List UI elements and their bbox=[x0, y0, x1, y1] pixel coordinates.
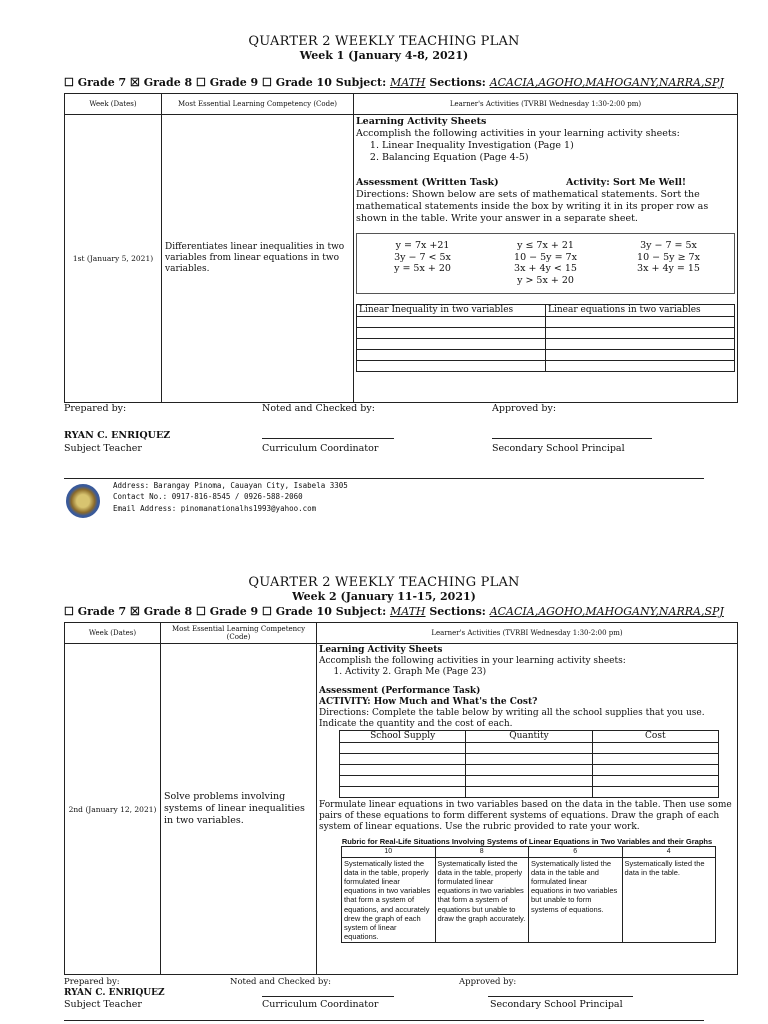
rubric-desc: Systematically listed the data in the table, properly formulated linear equations in two variables that form a system of equations, and accurately drew the graph of each system of linear equations. bbox=[342, 857, 436, 942]
statement: y > 5x + 20 bbox=[517, 274, 574, 286]
week-date-cell: 1st (January 5, 2021) bbox=[65, 115, 162, 403]
week1-title: QUARTER 2 WEEKLY TEACHING PLAN bbox=[248, 34, 520, 49]
teacher-role: Subject Teacher bbox=[64, 999, 142, 1010]
week2-title: QUARTER 2 WEEKLY TEACHING PLAN bbox=[248, 575, 520, 590]
subject-value: MATH bbox=[389, 605, 426, 618]
school-seal bbox=[66, 484, 100, 518]
directions-text: Directions: Complete the table below by writing all the school supplies that you use. Indicate the quantity and the cost of each. bbox=[319, 707, 705, 729]
teacher-name: RYAN C. ENRIQUEZ bbox=[64, 988, 165, 998]
directions-text: Directions: Shown below are sets of mathematical statements. Sort the mathematical statements inside the box by writing it in its proper row as shown in the table. Write your answer in a separate sheet. bbox=[356, 188, 709, 225]
quantity-cell[interactable] bbox=[466, 775, 592, 786]
sort-cell[interactable] bbox=[546, 361, 735, 372]
school-address: Address: Barangay Pinoma, Cauayan City, Isabela 3305 bbox=[113, 481, 348, 490]
las-intro: Accomplish the following activities in your learning activity sheets: bbox=[356, 128, 680, 140]
activities-cell bbox=[317, 644, 738, 975]
quantity-cell[interactable] bbox=[466, 753, 592, 764]
quantity-cell[interactable] bbox=[466, 786, 592, 797]
supply-cell[interactable] bbox=[340, 742, 466, 753]
las-list bbox=[345, 667, 735, 678]
formulate-text: Formulate linear equations in two variables based on the data in the table. Then use some pairs of these equations to form different systems of equations. Draw the graph of each system of linear equations. Use the rubric provided to rate your work. bbox=[319, 799, 732, 832]
statement: 10 − 5y = 7x bbox=[514, 251, 577, 263]
cost-cell[interactable] bbox=[592, 753, 718, 764]
rubric-title: Rubric for Real-Life Situations Involving Systems of Linear Equations in Two Variables and their Graphs bbox=[341, 836, 713, 846]
sort-cell[interactable] bbox=[357, 328, 546, 339]
sort-cell[interactable] bbox=[357, 339, 546, 350]
rubric-desc: Systematically listed the data in the table. bbox=[622, 857, 716, 942]
week2-grade-line bbox=[64, 605, 724, 618]
noted-label: Noted and Checked by: bbox=[262, 403, 375, 414]
quantity-header: Quantity bbox=[466, 730, 592, 742]
supply-table bbox=[339, 730, 719, 798]
statement: 3y − 7 = 5x bbox=[640, 240, 697, 252]
school-email: Email Address: pinomanationalhs1993@yahoo.com bbox=[113, 503, 317, 513]
week2-subtitle: Week 2 (January 11-15, 2021) bbox=[292, 590, 476, 603]
supply-cell[interactable] bbox=[340, 753, 466, 764]
sort-cell[interactable] bbox=[357, 350, 546, 361]
las-list bbox=[382, 140, 735, 164]
sort-cell[interactable] bbox=[546, 339, 735, 350]
las-title: Learning Activity Sheets bbox=[319, 645, 443, 655]
principal-role: Secondary School Principal bbox=[490, 999, 623, 1010]
grade-checkboxes: ☐ Grade 7 ☒ Grade 8 ☐ Grade 9 ☐ Grade 10 Subject: bbox=[64, 605, 390, 618]
statement: y = 7x +21 bbox=[395, 240, 450, 252]
cost-header: Cost bbox=[592, 730, 718, 742]
grade-checkboxes: ☐ Grade 7 ☒ Grade 8 ☐ Grade 9 ☐ Grade 10 Subject: bbox=[64, 76, 390, 89]
statement: y ≤ 7x + 21 bbox=[517, 240, 574, 252]
rubric-score: 6 bbox=[529, 846, 623, 857]
cost-cell[interactable] bbox=[592, 775, 718, 786]
cost-cell[interactable] bbox=[592, 764, 718, 775]
sort-cell[interactable] bbox=[546, 317, 735, 328]
activity-label: ACTIVITY: How Much and What's the Cost? bbox=[319, 696, 538, 707]
statement: 10 − 5y ≥ 7x bbox=[637, 251, 700, 263]
week1-subtitle: Week 1 (January 4-8, 2021) bbox=[299, 49, 469, 62]
supply-cell[interactable] bbox=[340, 786, 466, 797]
activity-label: Activity: Sort Me Well! bbox=[566, 176, 687, 188]
signature-line bbox=[488, 996, 633, 997]
sections-value: ACACIA,AGOHO,MAHOGANY,NARRA,SPJ bbox=[489, 76, 724, 89]
activities-cell bbox=[354, 115, 738, 403]
rubric-score: 4 bbox=[622, 846, 716, 857]
sections-value: ACACIA,AGOHO,MAHOGANY,NARRA,SPJ bbox=[489, 605, 724, 618]
las-item: 2. Balancing Equation (Page 4-5) bbox=[382, 152, 735, 164]
signature-line bbox=[492, 438, 652, 439]
rubric-score: 10 bbox=[342, 846, 436, 857]
rubric-desc: Systematically listed the data in the table, properly formulated linear equations in two variables that form a system of equations but unable to draw the graph accurately. bbox=[435, 857, 529, 942]
las-item: 1. Linear Inequality Investigation (Page 1) bbox=[382, 140, 735, 152]
footer-divider bbox=[64, 1020, 704, 1021]
rubric-score: 8 bbox=[435, 846, 529, 857]
supply-cell[interactable] bbox=[340, 764, 466, 775]
sections-label: Sections: bbox=[425, 605, 490, 618]
supply-cell[interactable] bbox=[340, 775, 466, 786]
rubric-desc: Systematically listed the data in the table and formulated linear equations in two variables but unable to form systems of equations. bbox=[529, 857, 623, 942]
coordinator-role: Curriculum Coordinator bbox=[262, 443, 379, 454]
sort-cell[interactable] bbox=[357, 317, 546, 328]
header-competency: Most Essential Learning Competency (Code) bbox=[162, 94, 354, 115]
approved-label: Approved by: bbox=[459, 977, 517, 987]
competency-cell: Solve problems involving systems of linear inequalities in two variables. bbox=[161, 644, 317, 975]
noted-label: Noted and Checked by: bbox=[230, 977, 332, 987]
header-activities: Learner's Activities (TVRBI Wednesday 1:30-2:00 pm) bbox=[317, 623, 738, 644]
statement: 3x + 4y < 15 bbox=[514, 263, 577, 275]
header-week-dates: Week (Dates) bbox=[65, 623, 161, 644]
statement: y = 5x + 20 bbox=[394, 263, 451, 275]
sort-cell[interactable] bbox=[546, 350, 735, 361]
sort-table bbox=[356, 304, 735, 373]
las-intro: Accomplish the following activities in your learning activity sheets: bbox=[319, 655, 626, 666]
signature-line bbox=[262, 996, 394, 997]
coordinator-role: Curriculum Coordinator bbox=[262, 999, 379, 1010]
prepared-label: Prepared by: bbox=[64, 977, 120, 987]
week2-plan-table bbox=[64, 622, 738, 975]
statement: 3x + 4y = 15 bbox=[637, 263, 700, 275]
statement bbox=[361, 275, 484, 287]
quantity-cell[interactable] bbox=[466, 742, 592, 753]
subject-value: MATH bbox=[389, 76, 426, 89]
rubric-table bbox=[341, 846, 716, 943]
quantity-cell[interactable] bbox=[466, 764, 592, 775]
school-contact-block bbox=[113, 480, 348, 514]
assessment-label: Assessment (Performance Task) bbox=[319, 685, 481, 696]
week1-grade-line bbox=[64, 76, 724, 89]
supply-header: School Supply bbox=[340, 730, 466, 742]
sort-cell[interactable] bbox=[357, 361, 546, 372]
statement bbox=[607, 275, 730, 287]
teacher-name: RYAN C. ENRIQUEZ bbox=[64, 430, 171, 441]
statements-box bbox=[356, 233, 735, 293]
header-activities: Learner's Activities (TVRBI Wednesday 1:30-2:00 pm) bbox=[354, 94, 738, 115]
las-item: 1. Activity 2. Graph Me (Page 23) bbox=[345, 667, 735, 678]
sort-cell[interactable] bbox=[546, 328, 735, 339]
footer-divider bbox=[64, 478, 704, 479]
header-competency: Most Essential Learning Competency (Code) bbox=[161, 623, 317, 644]
sections-label: Sections: bbox=[425, 76, 490, 89]
sort-header-inequality: Linear Inequality in two variables bbox=[357, 304, 546, 317]
signature-line bbox=[262, 438, 394, 439]
week1-plan-table bbox=[64, 93, 738, 403]
header-week-dates: Week (Dates) bbox=[65, 94, 162, 115]
approved-label: Approved by: bbox=[492, 403, 557, 414]
assessment-label: Assessment (Written Task) bbox=[356, 176, 499, 188]
cost-cell[interactable] bbox=[592, 742, 718, 753]
teacher-role: Subject Teacher bbox=[64, 443, 142, 454]
sort-header-equation: Linear equations in two variables bbox=[546, 304, 735, 317]
prepared-label: Prepared by: bbox=[64, 403, 127, 414]
competency-cell: Differentiates linear inequalities in two variables from linear equations in two variables. bbox=[162, 115, 354, 403]
principal-role: Secondary School Principal bbox=[492, 443, 625, 454]
school-contact: Contact No.: 0917-816-8545 / 0926-588-2060 bbox=[113, 492, 303, 502]
week-date-cell: 2nd (January 12, 2021) bbox=[65, 644, 161, 975]
cost-cell[interactable] bbox=[592, 786, 718, 797]
las-title: Learning Activity Sheets bbox=[356, 116, 487, 127]
statement: 3y − 7 < 5x bbox=[394, 251, 451, 263]
